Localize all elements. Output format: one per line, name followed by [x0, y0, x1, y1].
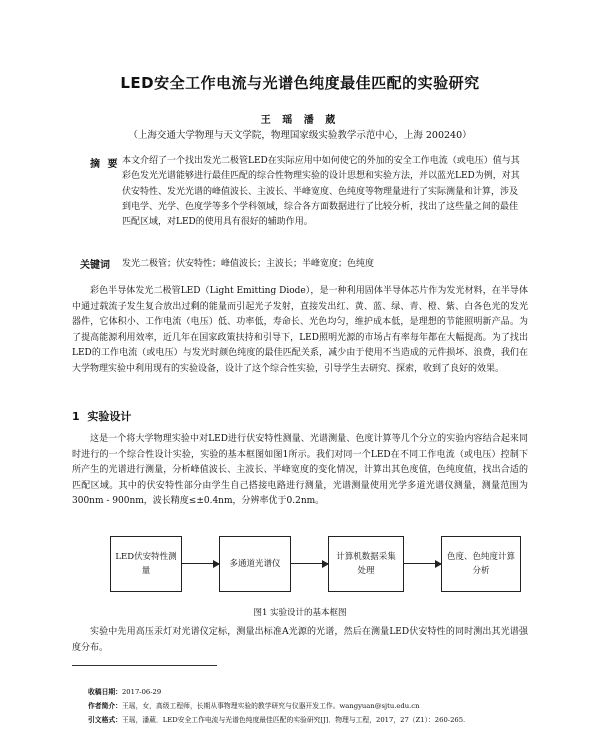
arrow-right-icon	[404, 563, 441, 564]
block-iv-measurement: LED伏安特性测量	[110, 536, 182, 592]
footnote-received: 收稿日期：2017-06-29	[88, 688, 162, 696]
abstract-text: 本文介绍了一个找出发光二极管LED在实际应用中如何使它的外加的安全工作电流（或电压）值与其彩色发光光谱能够进行最佳匹配的综合性物理实验的设计思想和实验方法，并以蓝光LED为例，对其伏安特性、发光光谱的峰值波长、主波长、半峰宽度、色纯度等物理量进行了实际测量和计算，涉及到电学、光学、色度学等多个学科领域，综合各方面数据进行了比较分析，找出了这些量之间的最佳匹配区域，对LED的使用具有很好的辅助作用。	[122, 156, 520, 228]
section-number: 1	[72, 410, 80, 423]
section-title: 实验设计	[87, 410, 132, 423]
after-figure-paragraph: 实验中先用高压汞灯对光谱仪定标，测量出标准A光源的光谱，然后在测量LED伏安特性的同时测出其光谱强度分布。	[72, 627, 528, 653]
block-data-acquisition: 计算机数据采集处理	[328, 536, 404, 592]
block-spectrometer: 多通道光谱仪	[219, 536, 291, 592]
arrow-right-icon	[182, 563, 219, 564]
footnote-author: 作者简介：王瑶，女，高级工程师，长期从事物理实验的教学研究与仪器开发工作。wangyuan@sjtu.edu.cn	[88, 702, 420, 710]
footnote-divider	[72, 665, 217, 666]
authors: 王 瑶 潘 葳	[260, 115, 340, 126]
figure-caption: 图1 实验设计的基本框图	[253, 608, 347, 618]
figure-1-block-diagram	[72, 536, 528, 608]
keywords-label: 关键词	[80, 260, 110, 271]
paper-title: LED安全工作电流与光谱色纯度最佳匹配的实验研究	[120, 74, 480, 92]
arrow-right-icon	[291, 563, 328, 564]
intro-paragraph: 彩色半导体发光二极管LED（Light Emitting Diode），是一种利用固体半导体芯片作为发光材料，在半导体中通过载流子发生复合放出过剩的能量而引起光子发射，直接发出红、黄、蓝、绿、青、橙、紫、白各色光的发光器件，它体积小、工作电流（电压）低、功率低，寿命长、光色均匀，维护成本低，是理想的节能照明新产品。为了提高能源利用效率，近几年在国家政策扶持和引导下，LED照明光源的市场占有率每年都在大幅提高。为了找出LED的工作电流（或电压）与发光时颜色纯度的最佳匹配关系，减少由于使用不当造成的元件损坏、浪费，我们在大学物理实验中利用现有的实验设备，设计了这个综合性实验，引导学生去研究、探索，收到了良好的效果。	[72, 286, 528, 374]
affiliation: （上海交通大学物理与天文学院，物理国家级实验教学示范中心，上海 200240）	[128, 130, 472, 141]
keywords-text: 发光二极管；伏安特性；峰值波长；主波长；半峰宽度；色纯度	[122, 259, 375, 269]
design-paragraph: 这是一个将大学物理实验中对LED进行伏安特性测量、光谱测量、色度计算等几个分立的实验内容结合起来同时进行的一个综合性设计实验，实验的基本框图如图1所示。我们对同一个LED在不同工作电流（或电压）控制下所产生的光谱进行测量，分析峰值波长、主波长、半峰宽度的变化情况，计算出其色度值，色纯度值，找出合适的匹配区域。其中的伏安特性部分由学生自己搭接电路进行测量，光谱测量使用光学多道光谱仪测量，测量范围为300nm - 900nm，波长精度≤±0.4nm，分辨率优于0.2nm。	[72, 434, 528, 507]
block-chromaticity-analysis: 色度、色纯度计算分析	[441, 536, 521, 592]
section-heading	[72, 408, 131, 424]
footnote-citation: 引文格式：王瑶，潘葳．LED安全工作电流与光谱色纯度最佳匹配的实验研究[J]．物理与工程，2017，27（Z1）：260-265.	[88, 716, 466, 724]
abstract-label: 摘 要	[90, 159, 120, 170]
